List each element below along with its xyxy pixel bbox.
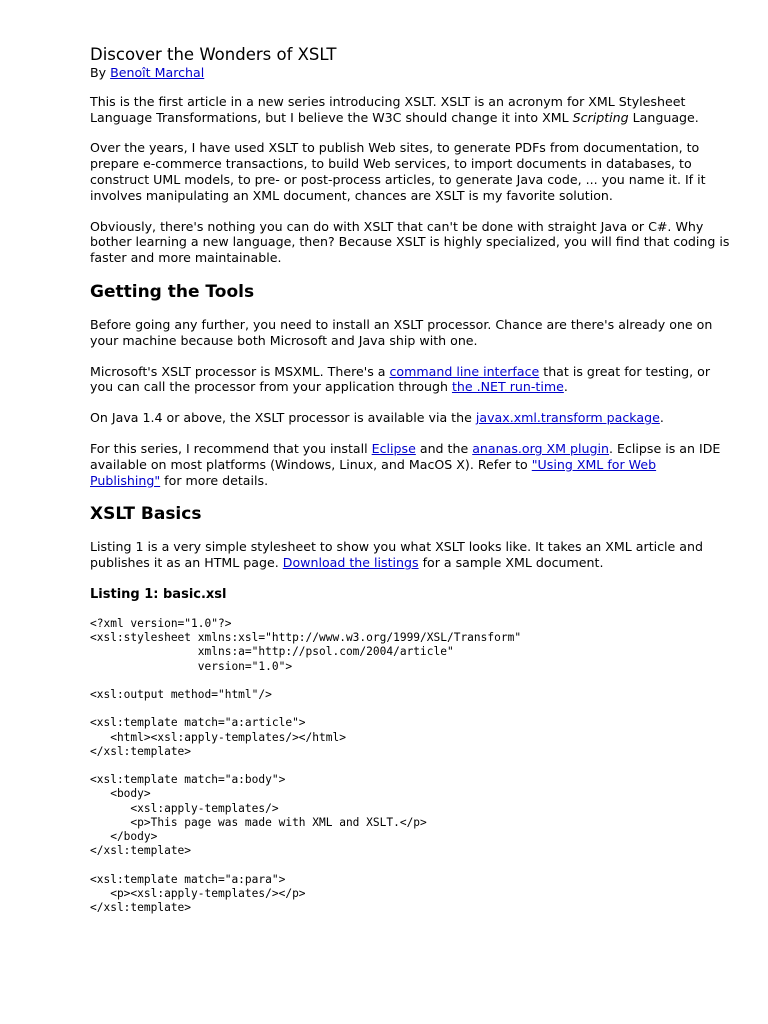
tools-paragraph-2 <box>90 364 730 396</box>
tools-p2-text-1: Microsoft's XSLT processor is MSXML. There's a <box>90 363 390 379</box>
listing-title: Listing 1: basic.xsl <box>90 586 227 602</box>
web-publishing-link[interactable]: "Using XML for Web Publishing" <box>90 456 657 488</box>
intro-p1-emphasis: Scripting <box>572 109 629 125</box>
xm-plugin-link[interactable]: ananas.org XM plugin <box>472 440 610 456</box>
basics-p1-text-1: Listing 1 is a very simple stylesheet to show you what XSLT looks like. It takes an XML article and publishes it as an HTML page. <box>90 539 704 571</box>
dotnet-runtime-link[interactable]: the .NET run-time <box>451 379 564 395</box>
tools-p4-text-1: For this series, I recommend that you install <box>90 440 372 456</box>
command-line-interface-link[interactable]: command line interface <box>389 363 540 379</box>
basics-paragraph-1 <box>90 539 730 571</box>
eclipse-link[interactable]: Eclipse <box>371 440 416 456</box>
byline <box>90 65 730 81</box>
intro-paragraph-3: Obviously, there's nothing you can do with XSLT that can't be done with straight Java or C#. Why bother learning a new language, then? Because XSLT is highly specialized, you will find that coding is faster and more maintainable. <box>90 218 730 266</box>
basics-p1-text-2: for a sample XML document. <box>418 555 604 571</box>
tools-p2-text-3: . <box>563 379 568 395</box>
tools-p4-text-3: . Eclipse is an IDE available on most platforms (Windows, Linux, and MacOS X). Refer to <box>90 440 721 472</box>
section-heading-tools: Getting the Tools <box>90 281 255 302</box>
section-heading-basics: XSLT Basics <box>90 504 202 525</box>
tools-paragraph-3 <box>90 410 730 426</box>
tools-paragraph-4 <box>90 441 730 488</box>
tools-p4-text-4: for more details. <box>160 472 269 488</box>
intro-paragraph-2: Over the years, I have used XSLT to publish Web sites, to generate PDFs from documentation, to prepare e-commerce transactions, to build Web services, to import documents in databases, to construct UML models, to pre- or post-process articles, to generate Java code, ... you name it. If it involves manipulating an XML document, chances are XSLT is my favorite solution. <box>90 140 706 203</box>
byline-prefix: By <box>90 65 111 80</box>
tools-p3-text-2: . <box>659 410 664 426</box>
article <box>90 44 730 915</box>
tools-p2-text-2: that is great for testing, or you can call the processor from your application through <box>90 363 711 395</box>
intro-p1-text-before: This is the first article in a new series introducing XSLT. XSLT is an acronym for XML Stylesheet Language Transformations, but I believe the W3C should change it into XML <box>90 93 686 125</box>
javax-transform-link[interactable]: javax.xml.transform package <box>475 410 660 426</box>
tools-p4-text-2: and the <box>415 440 473 456</box>
intro-p1-text-after: Language. <box>628 109 699 125</box>
tools-paragraph-1: Before going any further, you need to install an XSLT processor. Chance are there's already one on your machine because both Microsoft and Java ship with one. <box>90 316 713 348</box>
download-listings-link[interactable]: Download the listings <box>282 555 419 571</box>
article-title: Discover the Wonders of XSLT <box>90 45 337 64</box>
code-listing: <?xml version="1.0"?> <xsl:stylesheet xmlns:xsl="http://www.w3.org/1999/XSL/Transform" xmlns:a="http://psol.com/2004/article" version="1.0"> <xsl:output method="html"/> <xsl:template match="a:article"> <html><xsl:apply-templates/></html> </xsl:template> <xsl:template match="a:body"> <body> <xsl:apply-templates/> <p>This page was made with XML and XSLT.</p> </body> </xsl:template> <xsl:template match="a:para"> <p><xsl:apply-templates/></p> </xsl:template> <box>90 616 522 914</box>
tools-p3-text-1: On Java 1.4 or above, the XSLT processor is available via the <box>90 410 476 426</box>
intro-paragraph-1 <box>90 94 730 126</box>
author-link[interactable]: Benoît Marchal <box>110 65 205 80</box>
